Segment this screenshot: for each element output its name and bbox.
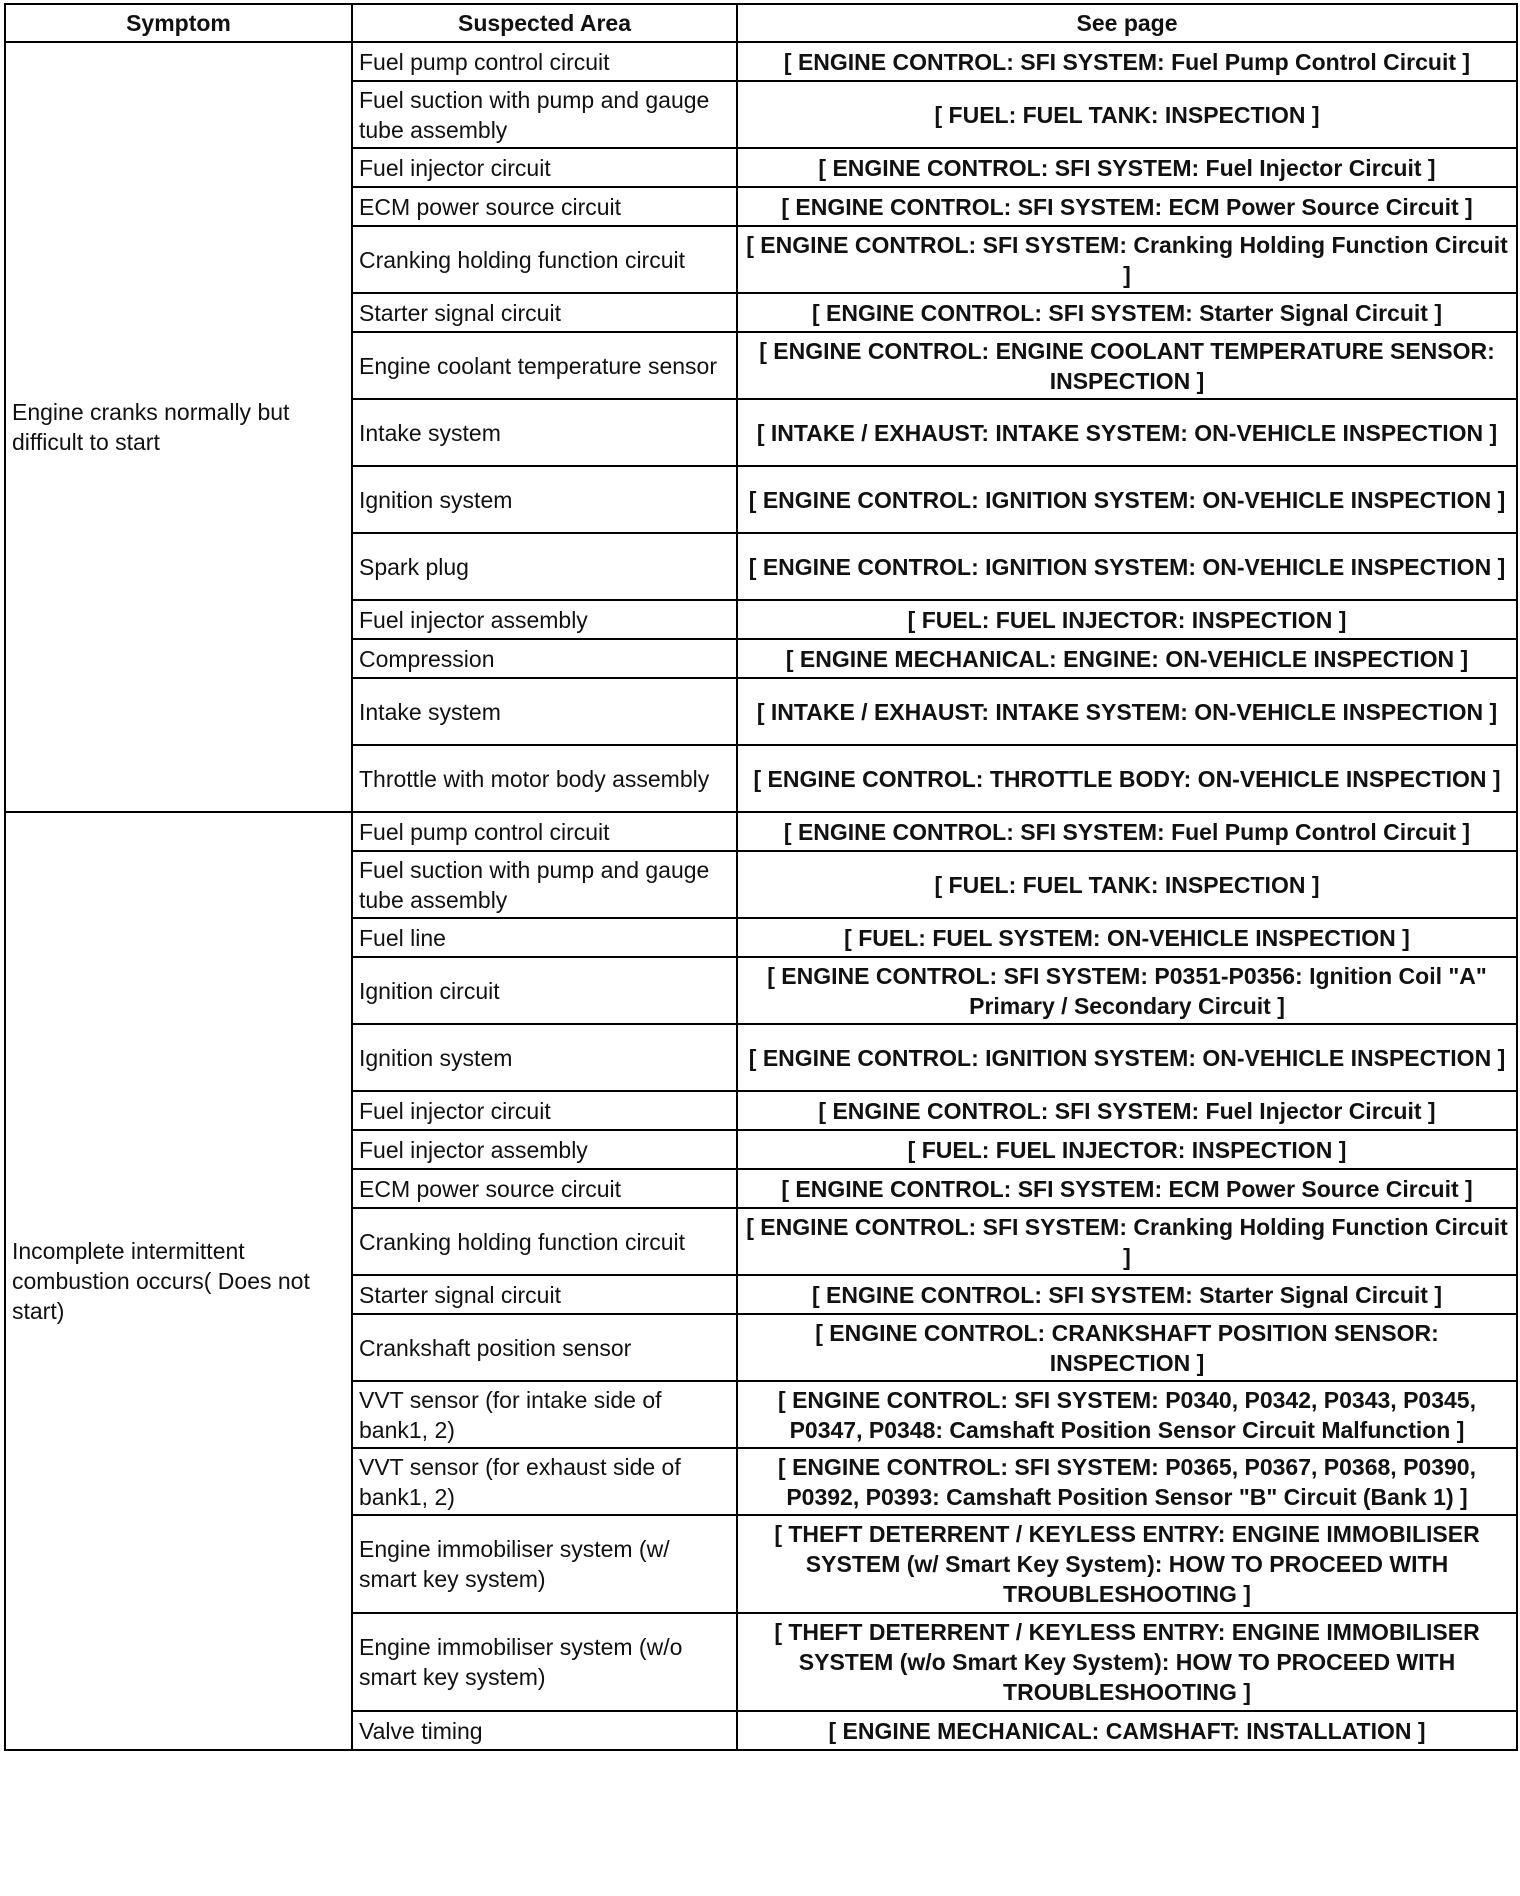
suspected-area-cell: Fuel pump control circuit xyxy=(352,42,737,81)
suspected-area-cell: Engine immobiliser system (w/ smart key system) xyxy=(352,1515,737,1613)
see-page-link[interactable]: [ INTAKE / EXHAUST: INTAKE SYSTEM: ON-VEHICLE INSPECTION ] xyxy=(737,678,1517,745)
header-suspected-area: Suspected Area xyxy=(352,4,737,42)
see-page-link[interactable]: [ ENGINE CONTROL: IGNITION SYSTEM: ON-VEHICLE INSPECTION ] xyxy=(737,1024,1517,1091)
see-page-link[interactable]: [ ENGINE CONTROL: SFI SYSTEM: ECM Power Source Circuit ] xyxy=(737,1169,1517,1208)
see-page-link[interactable]: [ ENGINE CONTROL: CRANKSHAFT POSITION SENSOR: INSPECTION ] xyxy=(737,1314,1517,1381)
suspected-area-cell: Ignition system xyxy=(352,1024,737,1091)
symptom-cell: Engine cranks normally but difficult to start xyxy=(5,42,352,812)
see-page-link[interactable]: [ ENGINE CONTROL: SFI SYSTEM: P0340, P0342, P0343, P0345, P0347, P0348: Camshaft Position Sensor Circuit Malfunction ] xyxy=(737,1381,1517,1448)
see-page-link[interactable]: [ ENGINE CONTROL: SFI SYSTEM: ECM Power Source Circuit ] xyxy=(737,187,1517,226)
suspected-area-cell: ECM power source circuit xyxy=(352,1169,737,1208)
table-row xyxy=(5,42,1517,81)
suspected-area-cell: Fuel injector assembly xyxy=(352,600,737,639)
table-row xyxy=(5,812,1517,851)
suspected-area-cell: Crankshaft position sensor xyxy=(352,1314,737,1381)
troubleshooting-table xyxy=(4,3,1518,1751)
see-page-link[interactable]: [ ENGINE CONTROL: IGNITION SYSTEM: ON-VEHICLE INSPECTION ] xyxy=(737,466,1517,533)
see-page-link[interactable]: [ ENGINE MECHANICAL: CAMSHAFT: INSTALLATION ] xyxy=(737,1711,1517,1750)
see-page-link[interactable]: [ ENGINE CONTROL: SFI SYSTEM: Fuel Pump Control Circuit ] xyxy=(737,812,1517,851)
suspected-area-cell: Engine coolant temperature sensor xyxy=(352,332,737,399)
see-page-link[interactable]: [ ENGINE CONTROL: SFI SYSTEM: Starter Signal Circuit ] xyxy=(737,1275,1517,1314)
suspected-area-cell: Fuel suction with pump and gauge tube assembly xyxy=(352,81,737,148)
see-page-link[interactable]: [ FUEL: FUEL INJECTOR: INSPECTION ] xyxy=(737,600,1517,639)
troubleshooting-table-container xyxy=(4,3,1518,1751)
suspected-area-cell: Starter signal circuit xyxy=(352,1275,737,1314)
see-page-link[interactable]: [ ENGINE CONTROL: SFI SYSTEM: Cranking Holding Function Circuit ] xyxy=(737,226,1517,293)
suspected-area-cell: Fuel pump control circuit xyxy=(352,812,737,851)
symptom-cell: Incomplete intermittent combustion occurs( Does not start) xyxy=(5,812,352,1750)
suspected-area-cell: Throttle with motor body assembly xyxy=(352,745,737,812)
see-page-link[interactable]: [ ENGINE CONTROL: SFI SYSTEM: Fuel Pump Control Circuit ] xyxy=(737,42,1517,81)
see-page-link[interactable]: [ ENGINE MECHANICAL: ENGINE: ON-VEHICLE INSPECTION ] xyxy=(737,639,1517,678)
see-page-link[interactable]: [ FUEL: FUEL TANK: INSPECTION ] xyxy=(737,81,1517,148)
suspected-area-cell: Spark plug xyxy=(352,533,737,600)
suspected-area-cell: VVT sensor (for intake side of bank1, 2) xyxy=(352,1381,737,1448)
suspected-area-cell: ECM power source circuit xyxy=(352,187,737,226)
header-row xyxy=(5,4,1517,42)
see-page-link[interactable]: [ THEFT DETERRENT / KEYLESS ENTRY: ENGINE IMMOBILISER SYSTEM (w/ Smart Key System): HOW TO PROCEED WITH TROUBLESHOOTING ] xyxy=(737,1515,1517,1613)
suspected-area-cell: Intake system xyxy=(352,678,737,745)
suspected-area-cell: Engine immobiliser system (w/o smart key system) xyxy=(352,1613,737,1711)
suspected-area-cell: Valve timing xyxy=(352,1711,737,1750)
see-page-link[interactable]: [ INTAKE / EXHAUST: INTAKE SYSTEM: ON-VEHICLE INSPECTION ] xyxy=(737,399,1517,466)
see-page-link[interactable]: [ ENGINE CONTROL: ENGINE COOLANT TEMPERATURE SENSOR: INSPECTION ] xyxy=(737,332,1517,399)
see-page-link[interactable]: [ FUEL: FUEL SYSTEM: ON-VEHICLE INSPECTION ] xyxy=(737,918,1517,957)
suspected-area-cell: Compression xyxy=(352,639,737,678)
suspected-area-cell: VVT sensor (for exhaust side of bank1, 2) xyxy=(352,1448,737,1515)
see-page-link[interactable]: [ ENGINE CONTROL: SFI SYSTEM: P0365, P0367, P0368, P0390, P0392, P0393: Camshaft Position Sensor "B" Circuit (Bank 1) ] xyxy=(737,1448,1517,1515)
suspected-area-cell: Starter signal circuit xyxy=(352,293,737,332)
suspected-area-cell: Fuel injector circuit xyxy=(352,1091,737,1130)
header-see-page: See page xyxy=(737,4,1517,42)
suspected-area-cell: Fuel line xyxy=(352,918,737,957)
see-page-link[interactable]: [ ENGINE CONTROL: SFI SYSTEM: P0351-P0356: Ignition Coil "A" Primary / Secondary Circuit ] xyxy=(737,957,1517,1024)
suspected-area-cell: Intake system xyxy=(352,399,737,466)
suspected-area-cell: Fuel injector assembly xyxy=(352,1130,737,1169)
see-page-link[interactable]: [ ENGINE CONTROL: SFI SYSTEM: Starter Signal Circuit ] xyxy=(737,293,1517,332)
suspected-area-cell: Cranking holding function circuit xyxy=(352,1208,737,1275)
suspected-area-cell: Fuel suction with pump and gauge tube assembly xyxy=(352,851,737,918)
see-page-link[interactable]: [ FUEL: FUEL INJECTOR: INSPECTION ] xyxy=(737,1130,1517,1169)
see-page-link[interactable]: [ FUEL: FUEL TANK: INSPECTION ] xyxy=(737,851,1517,918)
suspected-area-cell: Ignition system xyxy=(352,466,737,533)
see-page-link[interactable]: [ ENGINE CONTROL: SFI SYSTEM: Cranking Holding Function Circuit ] xyxy=(737,1208,1517,1275)
suspected-area-cell: Fuel injector circuit xyxy=(352,148,737,187)
see-page-link[interactable]: [ ENGINE CONTROL: THROTTLE BODY: ON-VEHICLE INSPECTION ] xyxy=(737,745,1517,812)
see-page-link[interactable]: [ ENGINE CONTROL: SFI SYSTEM: Fuel Injector Circuit ] xyxy=(737,1091,1517,1130)
see-page-link[interactable]: [ ENGINE CONTROL: SFI SYSTEM: Fuel Injector Circuit ] xyxy=(737,148,1517,187)
table-body xyxy=(5,42,1517,1750)
suspected-area-cell: Ignition circuit xyxy=(352,957,737,1024)
header-symptom: Symptom xyxy=(5,4,352,42)
see-page-link[interactable]: [ ENGINE CONTROL: IGNITION SYSTEM: ON-VEHICLE INSPECTION ] xyxy=(737,533,1517,600)
see-page-link[interactable]: [ THEFT DETERRENT / KEYLESS ENTRY: ENGINE IMMOBILISER SYSTEM (w/o Smart Key System): HOW TO PROCEED WITH TROUBLESHOOTING ] xyxy=(737,1613,1517,1711)
suspected-area-cell: Cranking holding function circuit xyxy=(352,226,737,293)
